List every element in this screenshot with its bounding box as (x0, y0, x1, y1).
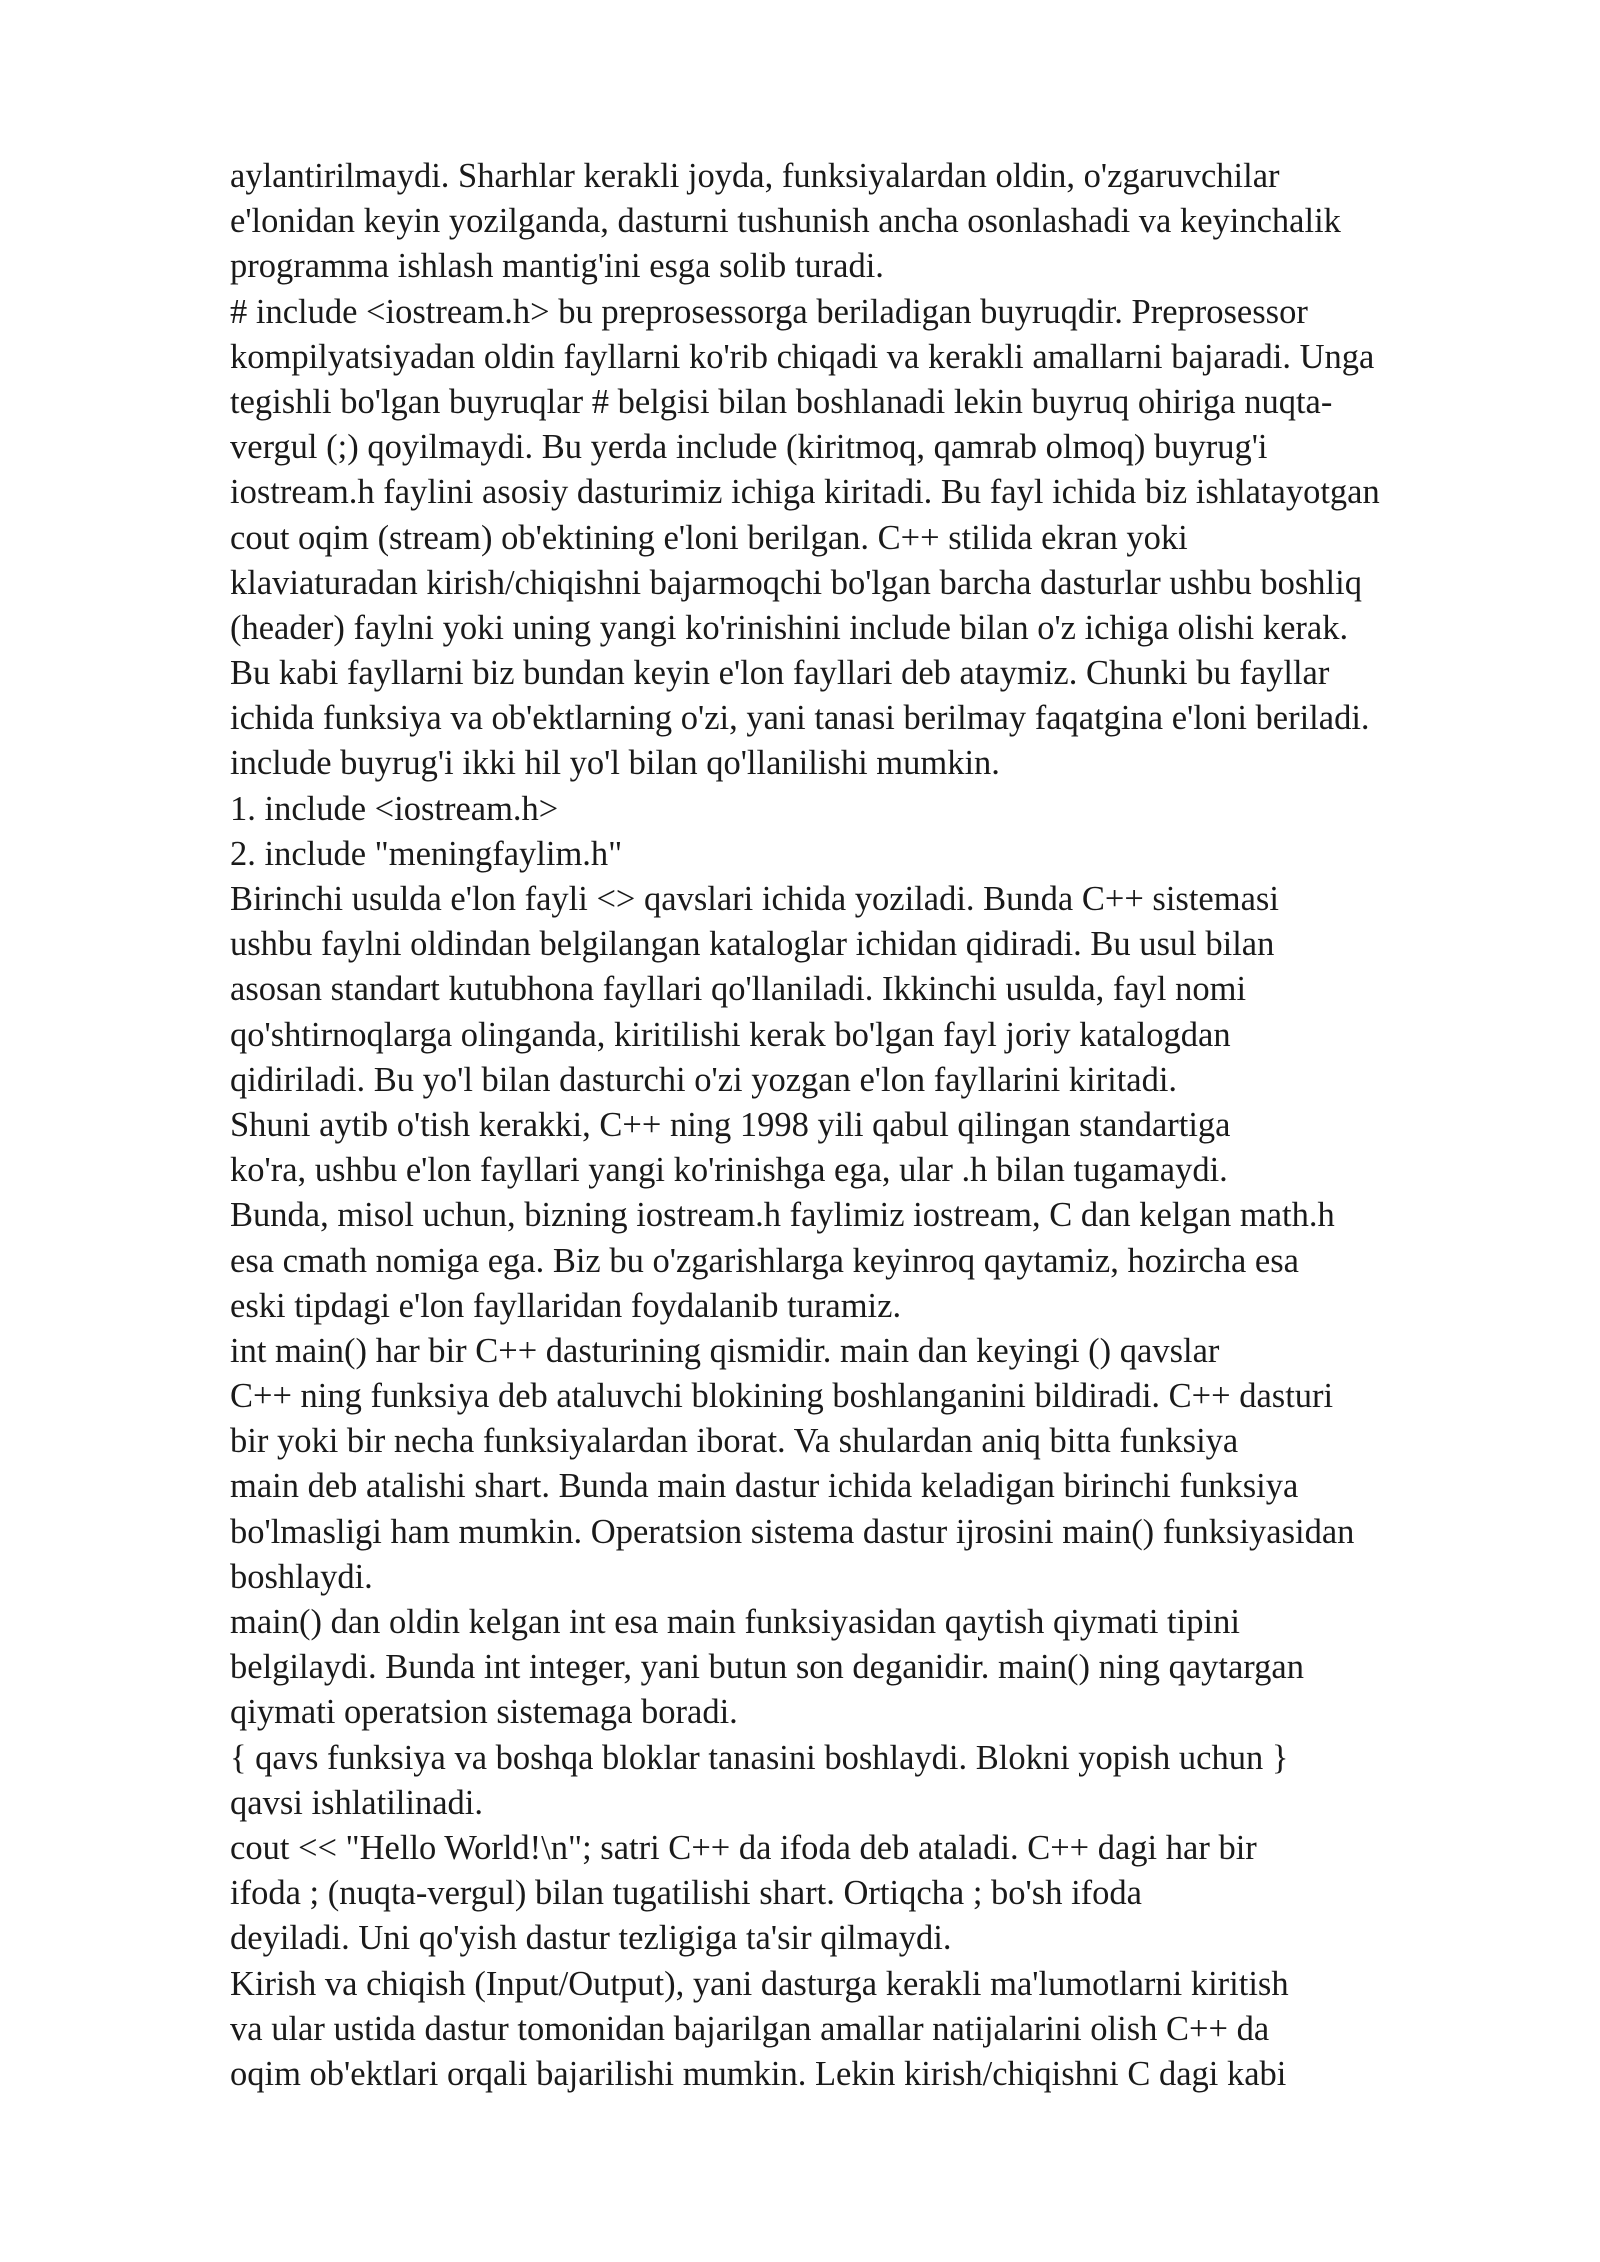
text-line: Kirish va chiqish (Input/Output), yani dasturga kerakli ma'lumotlarni kiritish (230, 1964, 1289, 2003)
text-line: kompilyatsiyadan oldin fayllarni ko'rib chiqadi va kerakli amallarni bajaradi. Unga (230, 337, 1375, 376)
text-line: 2. include "meningfaylim.h" (230, 834, 623, 873)
text-line: Shuni aytib o'tish kerakki, C++ ning 1998 yili qabul qilingan standartiga (230, 1105, 1231, 1144)
text-line: { qavs funksiya va boshqa bloklar tanasini boshlaydi. Blokni yopish uchun } (230, 1738, 1289, 1777)
text-line: int main() har bir C++ dasturining qismidir. main dan keyingi () qavslar (230, 1331, 1220, 1370)
text-line: tegishli bo'lgan buyruqlar # belgisi bilan boshlanadi lekin buyruq ohiriga nuqta- (230, 382, 1333, 421)
text-line: qidiriladi. Bu yo'l bilan dasturchi o'zi yozgan e'lon fayllarini kiritadi. (230, 1060, 1178, 1099)
text-line: belgilaydi. Bunda int integer, yani butun son deganidir. main() ning qaytargan (230, 1648, 1304, 1687)
text-line: va ular ustida dastur tomonidan bajarilgan amallar natijalarini olish C++ da (230, 2009, 1270, 2048)
text-line: e'lonidan keyin yozilganda, dasturni tushunish ancha osonlashadi va keyinchalik (230, 202, 1341, 241)
text-line: ushbu faylni oldindan belgilangan kataloglar ichidan qidiradi. Bu usul bilan (230, 925, 1275, 964)
text-line: Bu kabi fayllarni biz bundan keyin e'lon fayllari deb ataymiz. Chunki bu fayllar (230, 654, 1330, 693)
text-line: iostream.h faylini asosiy dasturimiz ichiga kiritadi. Bu fayl ichida biz ishlatayotgan (230, 473, 1380, 512)
text-line: C++ ning funksiya deb ataluvchi blokining boshlanganini bildiradi. C++ dasturi (230, 1377, 1334, 1416)
text-line: # include <iostream.h> bu preprosessorga beriladigan buyruqdir. Preprosessor (230, 292, 1308, 331)
text-line: klaviaturadan kirish/chiqishni bajarmoqchi bo'lgan barcha dasturlar ushbu boshliq (230, 563, 1362, 602)
text-line: ifoda ; (nuqta-vergul) bilan tugatilishi shart. Ortiqcha ; bo'sh ifoda (230, 1874, 1142, 1913)
text-line: programma ishlash mantig'ini esga solib turadi. (230, 247, 884, 286)
text-line: ichida funksiya va ob'ektlarning o'zi, yani tanasi berilmay faqatgina e'loni beriladi. (230, 699, 1370, 738)
text-line: main() dan oldin kelgan int esa main funksiyasidan qaytish qiymati tipini (230, 1603, 1240, 1641)
text-line: cout << "Hello World!\n"; satri C++ da ifoda deb ataladi. C++ dagi har bir (230, 1828, 1257, 1867)
text-line: Bunda, misol uchun, bizning iostream.h faylimiz iostream, C dan kelgan math.h (230, 1196, 1335, 1235)
text-line: bir yoki bir necha funksiyalardan iborat. Va shulardan aniq bitta funksiya (230, 1422, 1239, 1461)
text-line: (header) faylni yoki uning yangi ko'rinishini include bilan o'z ichiga olishi kerak. (230, 608, 1349, 647)
text-line: include buyrug'i ikki hil yo'l bilan qo'llanilishi mumkin. (230, 744, 1000, 783)
document-text-body (230, 154, 1520, 2097)
text-line: Birinchi usulda e'lon fayli <> qavslari ichida yoziladi. Bunda C++ sistemasi (230, 880, 1279, 918)
text-line: oqim ob'ektlari orqali bajarilishi mumkin. Lekin kirish/chiqishni C dagi kabi (230, 2054, 1287, 2093)
text-line: asosan standart kutubhona fayllari qo'llaniladi. Ikkinchi usulda, fayl nomi (230, 970, 1247, 1009)
text-line: vergul (;) qoyilmaydi. Bu yerda include (kiritmoq, qamrab olmoq) buyrug'i (230, 428, 1268, 467)
text-line: esa cmath nomiga ega. Biz bu o'zgarishlarga keyinroq qaytamiz, hozircha esa (230, 1241, 1299, 1280)
text-line: eski tipdagi e'lon fayllaridan foydalanib turamiz. (230, 1286, 902, 1325)
text-line: qavsi ishlatilinadi. (230, 1783, 483, 1822)
text-line: bo'lmasligi ham mumkin. Operatsion sistema dastur ijrosini main() funksiyasidan (230, 1512, 1355, 1551)
text-line: qo'shtirnoqlarga olinganda, kiritilishi kerak bo'lgan fayl joriy katalogdan (230, 1015, 1231, 1054)
text-line: ko'ra, ushbu e'lon fayllari yangi ko'rinishga ega, ular .h bilan tugamaydi. (230, 1151, 1228, 1190)
text-line: qiymati operatsion sistemaga boradi. (230, 1693, 738, 1732)
text-line: boshlaydi. (230, 1557, 373, 1596)
text-line: 1. include <iostream.h> (230, 789, 559, 828)
text-line: cout oqim (stream) ob'ektining e'loni berilgan. C++ stilida ekran yoki (230, 518, 1188, 557)
text-line: deyiladi. Uni qo'yish dastur tezligiga ta'sir qilmaydi. (230, 1919, 952, 1958)
text-line: aylantirilmaydi. Sharhlar kerakli joyda, funksiyalardan oldin, o'zgaruvchilar (230, 157, 1280, 195)
text-line: main deb atalishi shart. Bunda main dastur ichida keladigan birinchi funksiya (230, 1467, 1299, 1506)
